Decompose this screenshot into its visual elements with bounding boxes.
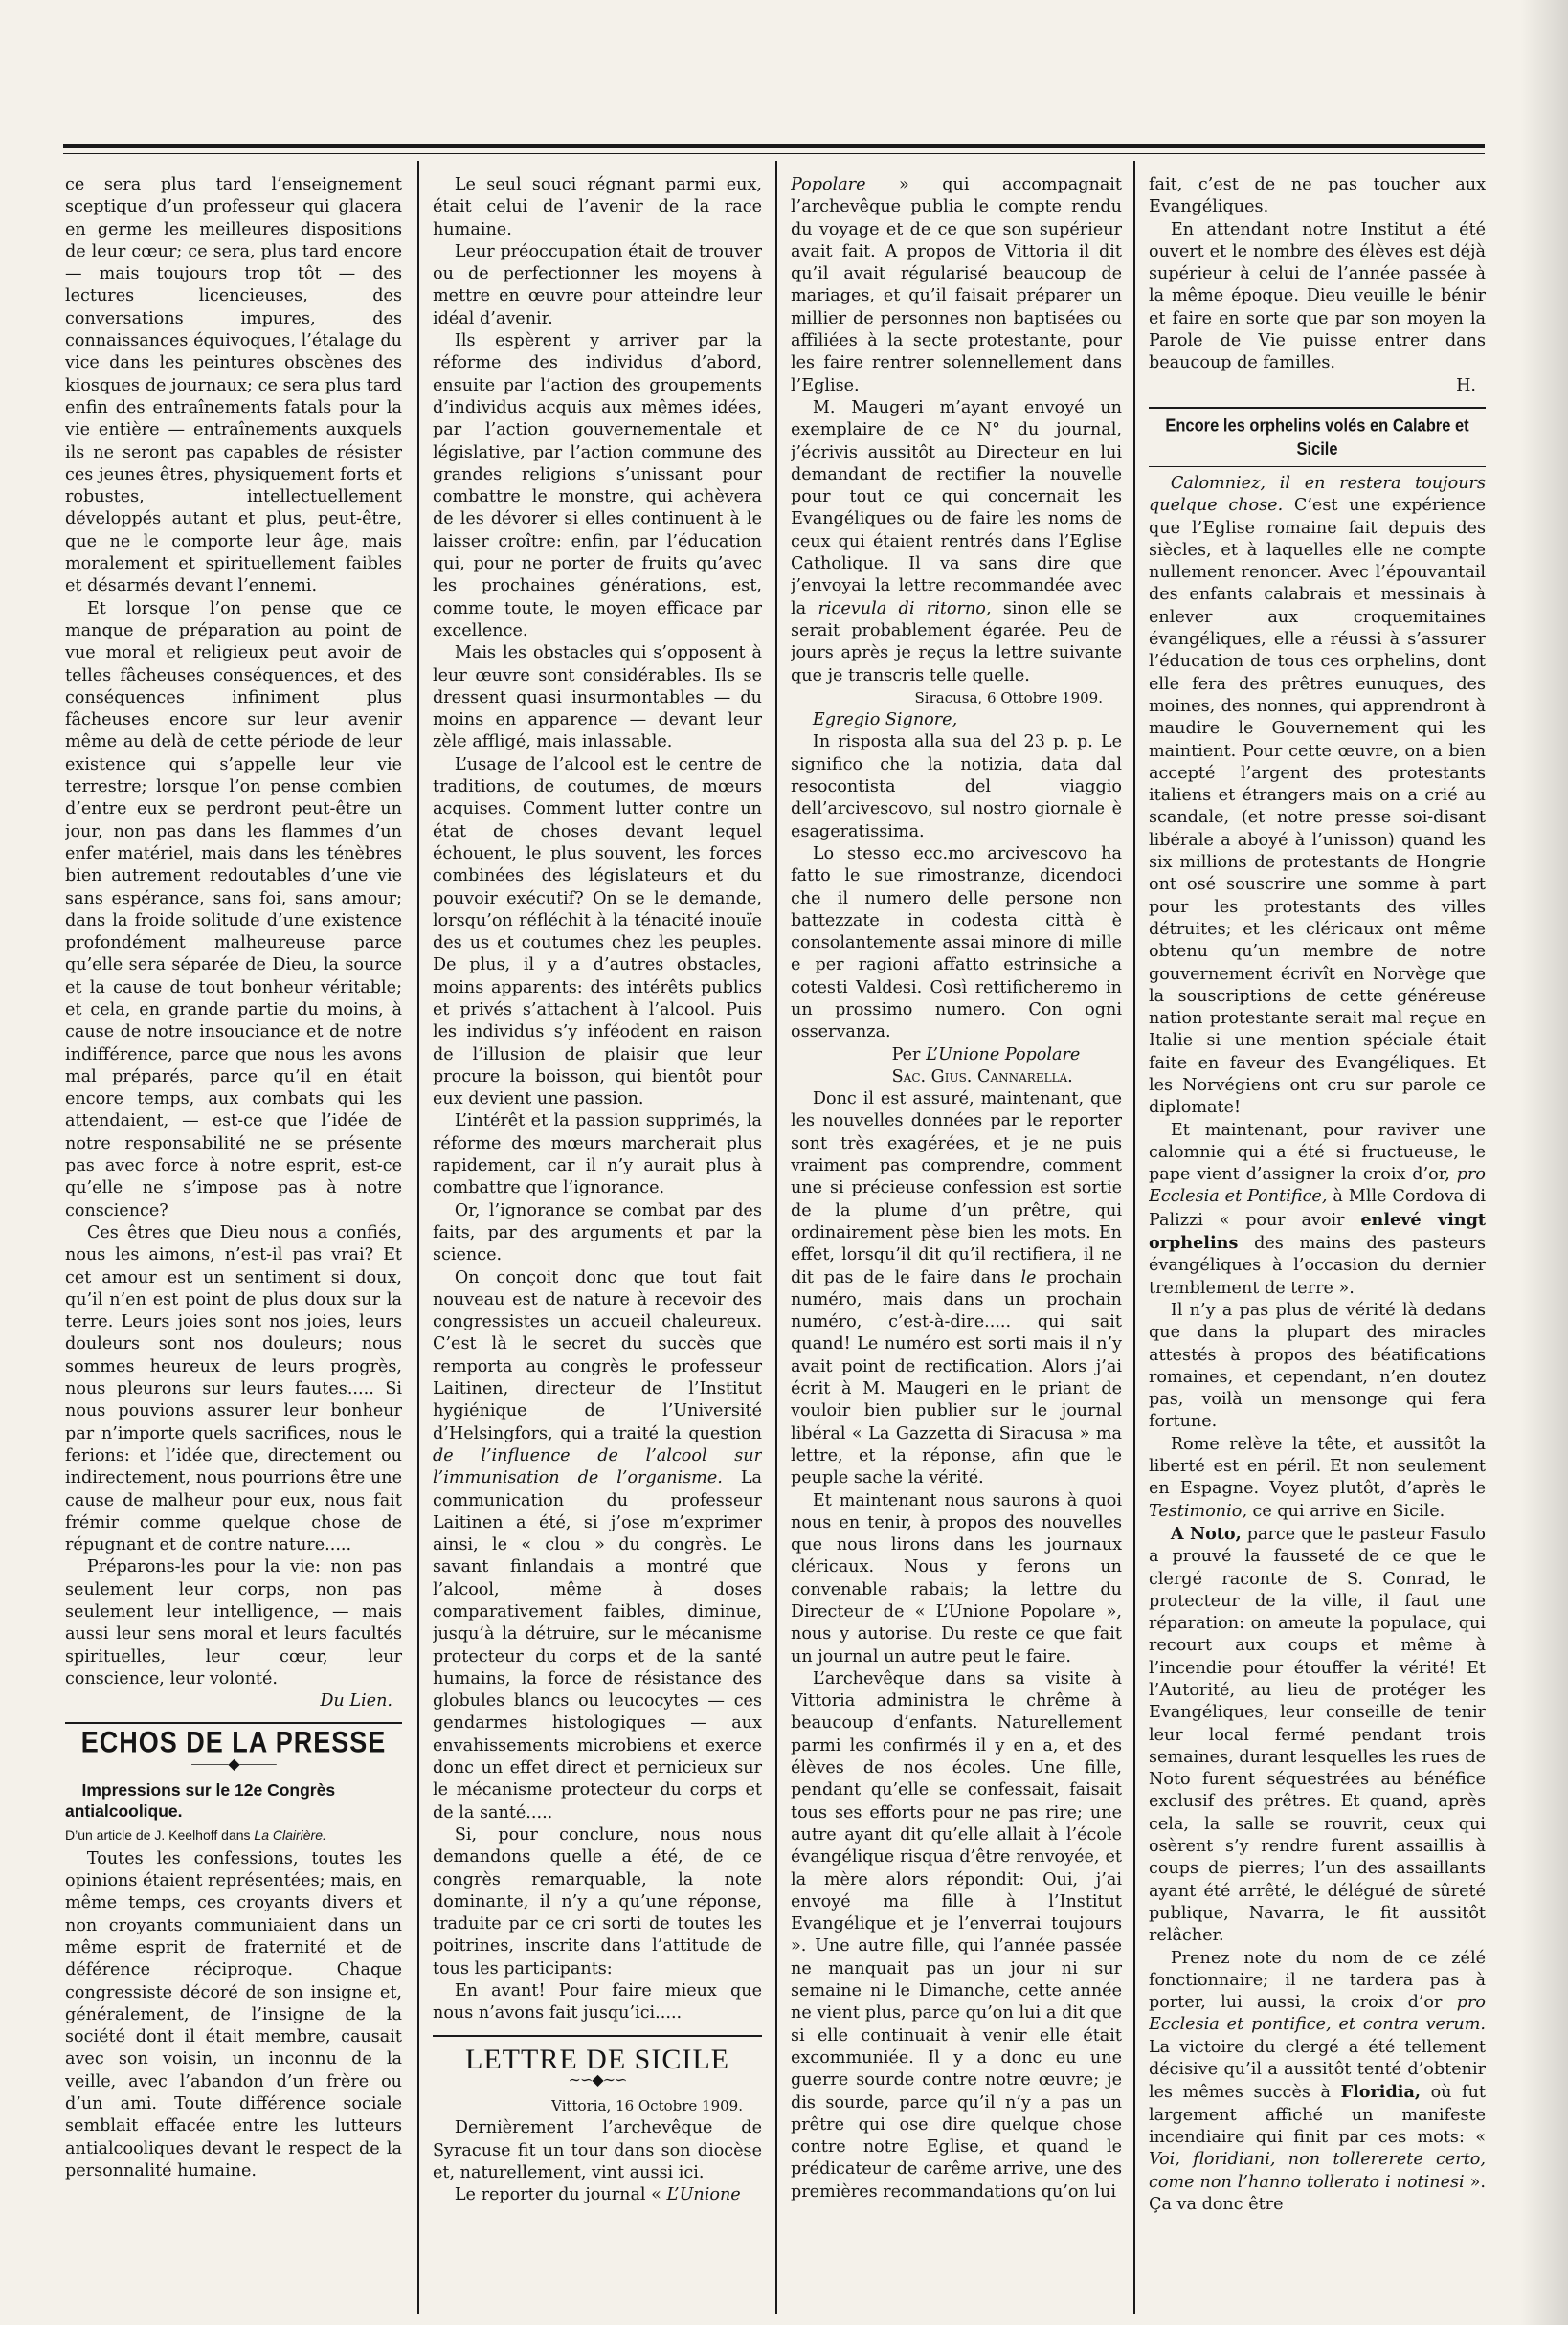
paragraph: Rome relève la tête, et aussitôt la liberté est en péril. Et non seulement en Espagne. Voyez plutôt, d’après le Testimonio, ce qui arrive en Sicile. [1149,1434,1486,1521]
column-rule-3 [1133,161,1135,2314]
paragraph: M. Maugeri m’ayant envoyé un exemplaire de ce N° du journal, j’écrivis aussitôt au Directeur en lui demandant de rectifier la nouvelle pour tout ce qui concernait les Evangéliques ou de faire les noms de ceux qui étaient rentrés dans l’Eglise Catholique. Il va sans dire que j’envoyai la lettre recommandée avec la ricevula di ritorno, sinon elle se serait probablement égarée. Peu de jours après je reçus la lettre suivante que je transcris telle quelle. [791,397,1122,685]
paragraph: Ces êtres que Dieu nous a confiés, nous les aimons, n’est-il pas vrai? Et cet amour est un sentiment si doux, qu’il n’en est point de plus doux sur la terre. Leurs joies sont nos joies, leurs douleurs sont nos douleurs; nous sommes heureux de leurs progrès, nous pleurons sur leurs fautes..... Si nous pouvions assurer leur bonheur par n’importe quels sacrifices, nous le ferions: et l’idée que, directement ou indirectement, nous pourrions être une cause de malheur pour eux, nous fait frémir comme quelque chose de répugnant et de contre nature..... [65,1222,402,1555]
signature: H. [1456,375,1476,395]
column-rule-2 [775,161,777,2314]
paragraph: On conçoit donc que tout fait nouveau est de nature à recevoir des congressistes un accueil chaleureux. C’est là le secret du succès que remporta au congrès le professeur Laitinen, directeur de l’Institut hygiénique de l’Université d’Helsingfors, qui a traité la question de l’influence de l’alcool sur l’immunisation de l’organisme. La communication du professeur Laitinen a été, si j’ose m’exprimer ainsi, le « clou » du congrès. Le savant finlandais a montré que l’alcool, même à doses comparativement faibles, diminue, jusqu’à la détruire, sur le mécanisme protecteur du corps et de la santé humains, la force de résistance des globules blancs ou leucocytes — ces gendarmes histologiques — aux envahissements microbiens et exerce donc un effet direct et pernicieux sur le mécanisme protecteur du corps et de la santé..... [433,1267,762,1822]
paragraph: ce sera plus tard l’enseignement sceptique d’un professeur qui glacera en germe les meilleures dispositions de leur cœur; ce sera, plus tard encore — mais toujours trop tôt — des lectures licencieuses, des conversations impures, des connaissances équivoques, l’étalage du vice dans les peintures obscènes des kiosques de journaux; ce sera plus tard enfin des entraînements fatals pour la vie entière — entraînements auxquels ils ne seront pas capables de résister ces jeunes êtres, physiquement forts et robustes, intellectuellement développés autant et plus, peut-être, que ne le comporte leur âge, mais moralement et spirituellement faibles et désarmés devant l’ennemi. [65,175,402,596]
paragraph: Dernièrement l’archevêque de Syracuse fit un tour dans son diocèse et, naturellement, vint aussi ici. [433,2118,762,2182]
section-title-lettre: LETTRE DE SICILE [465,2043,729,2075]
dateline: Siracusa, 6 Ottobre 1909. [914,688,1103,706]
paragraph: Il n’y a pas plus de vérité là dedans que dans la plupart des miracles attestés à propos des béatifications romaines, et cependant, n’en doutez pas, voilà un mensonge qui fera fortune. [1149,1300,1486,1432]
section-title-echos: ECHOS DE LA PRESSE [80,1726,387,1759]
article-byline: D’un article de J. Keelhoff dans La Clairière. [65,1826,326,1843]
column-2 [433,174,762,2309]
paragraph: Calomniez, il en restera toujours quelque chose. C’est une expérience que l’Eglise romaine fait depuis des siècles, et à laquelles elle ne compte nullement renoncer. Avec l’épouvantail des enfants calabrais et messinais à enlever aux croquemitaines évangéliques, elle a réussi à s’assurer l’éducation de tous ces orphelins, dont elle fera des prêtres eunuques, des moines, des nonnes, qui apprendront à maudire le Gouvernement qui les maintient. Pour cette œuvre, on a bien accepté l’argent des protestants italiens et étrangers mais on a crié au scandale, (et notre presse soi-disant libérale a aboyé à l’unisson) quand les six millions de protestants de Hongrie ont osé souscrire une somme à part pour les protestants des villes détruites; et les cléricaux ont même obtenu qu’un membre de notre gouvernement écrivît en Norvège que la souscriptions de cette généreuse nation protestante serait mal reçue en Italie si une mention spéciale était faite en faveur des Evangéliques. Et les Norvégiens ont cru sur parole ce diplomate! [1149,473,1486,1118]
paragraph: fait, c’est de ne pas toucher aux Evangéliques. [1149,175,1486,217]
paragraph: Et maintenant nous saurons à quoi nous en tenir, à propos des nouvelles que nous lirons dans les journaux cléricaux. Nous y ferons un convenable rabais; la lettre du Directeur de « L’Unione Popolare », nous y autorise. Du reste ce que fait un journal un autre peut le faire. [791,1490,1122,1666]
salutation: Egregio Signore, [812,710,958,730]
section-divider [65,1722,402,1724]
section-divider [433,2035,762,2037]
paragraph: Préparons-les pour la vie: non pas seulement leur corps, non pas seulement leur intelligence, — mais aussi leur sens moral et leurs facultés spirituelles, leur cœur, leur conscience, leur volonté. [65,1557,402,1688]
paragraph: Ils espèrent y arriver par la réforme des individus d’abord, ensuite par l’action des groupements d’individus acquis aux mêmes idées, par l’action gouvernementale et législative, par l’action commune des grandes religions s’unissant pour combattre le monstre, qui achèvera de les dévorer si elles continuent à le laisser croître: enfin, par l’éducation qui, pour ne porter de fruits qu’avec les prochaines générations, est, comme toute, le moyen efficace par excellence. [433,331,762,640]
column-3 [791,174,1122,2309]
section-divider [1149,466,1486,467]
column-4 [1149,174,1486,2309]
paragraph: Donc il est assuré, maintenant, que les nouvelles données par le reporter sont très exagérées, et je ne puis vraiment pas comprendre, comment une si précieuse confession est sortie de la plume d’un prêtre, qui ordinairement pèse bien les mots. En effet, lorsqu’il dit qu’il rectifiera, il ne dit pas de le faire dans le prochain numéro, mais dans un prochain numéro, c’est-à-dire..... qui sait quand! Le numéro est sorti mais il n’y avait point de rectification. Alors j’ai écrit à M. Maugeri en le priant de vouloir bien publier sur le journal libéral « La Gazzetta di Siracusa » ma lettre, et la réponse, afin que le peuple sache la vérité. [791,1089,1122,1488]
ornament: ∼∽◆∼∽ [568,2069,627,2089]
letter-signature: Per L’Unione Popolare [891,1044,1081,1064]
paragraph: Le reporter du journal « L’Unione [454,2185,741,2205]
header-rule [63,144,1485,148]
paragraph: En attendant notre Institut a été ouvert et le nombre des élèves est déjà supérieur à celui de l’année passée à la même époque. Dieu veuille le bénir et faire en sorte que par son moyen la Parole de Vie puisse entrer dans beaucoup de familles. [1149,219,1486,373]
paragraph: Leur préoccupation était de trouver ou de perfectionner les moyens à mettre en œuvre pour atteindre leur idéal d’avenir. [433,241,762,328]
article-title: Impressions sur le 12e Congrès antialcoolique. [65,1779,336,1821]
column-rule-1 [417,161,419,2314]
paragraph: Mais les obstacles qui s’opposent à leur œuvre sont considérables. Ils se dressent quasi insurmontables — du moins en apparence — devant leur zèle affligé, mais inlassable. [433,643,762,752]
paragraph: Et lorsque l’on pense que ce manque de préparation au point de vue moral et religieux peut avoir de telles fâcheuses conséquences, et des conséquences infiniment plus fâcheuses encore sur leur avenir même au delà de cette période de leur existence qui s’appelle leur vie terrestre; lorsque l’on pense combien d’entre eux se perdront peut-être un jour, non pas dans les flammes d’un enfer matériel, mais dans les ténèbres bien autrement redoutables d’une vie sans espérance, sans foi, sans amour; dans la froide solitude d’une existence profondément malheureuse parce qu’elle sera séparée de Dieu, la source et la cause de tout bonheur véritable; et cela, en grande partie du moins, à cause de notre insouciance et de notre indifférence, parce que nous les avons mal préparés, parce qu’il en était encore temps, aux combats qui les attendaient, — est-ce que l’idée de notre responsabilité ne se présente pas avec force à notre esprit, est-ce qu’elle ne s’impose pas à notre conscience? [65,598,402,1220]
paragraph: A Noto, parce que le pasteur Fasulo a prouvé la fausseté de ce que le clergé raconte de S. Conrad, le protecteur de la ville, il faut une réparation: on ameute la populace, qui recourt aux coups et même à l’incendie pour étouffer la vérité! Et l’Autorité, au lieu de protéger les Evangéliques, leur conseille de tenir leur local fermé pendant trois semaines, durant lesquelles les rues de Noto furent séquestrées au bénéfice exclusif des prêtres. Et quand, après cela, la salle se rouvrit, ceux qui osèrent s’y rendre furent assaillis à coups de pierres; l’un des assaillants ayant été arrêté, le délégué de sûreté publique, Navarra, le fit aussitôt relâcher. [1149,1523,1486,1946]
paragraph: Or, l’ignorance se combat par des faits, par des arguments et par la science. [433,1200,762,1265]
signature: Du Lien. [320,1691,392,1711]
paragraph: Popolare » qui accompagnait l’archevêque publia le compte rendu du voyage et de ce que son supérieur avait fait. A propos de Vittoria il dit qu’il avait régularisé beaucoup de mariages, et qu’il faisait préparer un millier de personnes non baptisées ou affiliées à la secte protestante, pour les faire rentrer solennellement dans l’Eglise. [791,175,1122,395]
paragraph: En avant! Pour faire mieux que nous n’avons fait jusqu’ici..... [433,1981,762,2023]
paragraph: L’archevêque dans sa visite à Vittoria administra le chrême à beaucoup d’enfants. Naturellement parmi les confirmés il y en a, et des élèves de nos écoles. Une fille, pendant qu’elle se confessait, faisait tous ses efforts pour ne pas rire; une autre ayant dit qu’elle allait à l’école évangélique risqua d’être renvoyée, et la mère alors répondit: Oui, j’ai envoyé ma fille à l’Institut Evangélique et je l’enverrai toujours ». Une autre fille, qui l’année passée ne manquait pas un jour ni sur semaine ni le Dimanche, cette année ne vient plus, parce qu’on lui a dit que si elle continuait à venir elle était excommuniée. Il y a donc eu une guerre sourde contre notre œuvre; je dis sourde, parce qu’il n’y a pas un prêtre qui ose dire quelque chose contre notre Eglise, et quand le prédicateur de carême arrive, une des premières recommandations qu’on lui [791,1668,1122,2202]
paragraph: Si, pour conclure, nous nous demandons quelle a été, de ce congrès remarquable, la note dominante, il n’y a qu’une réponse, traduite par ce cri sorti de toutes les poitrines, inscrite dans l’attitude de tous les participants: [433,1824,762,1978]
article-title-orphelins: Encore les orphelins volés en Calabre et Sicile [1165,415,1469,459]
header-rule-thin [63,153,1485,154]
column-1 [65,174,402,2309]
paragraph: Lo stesso ecc.mo arcivescovo ha fatto le sue rimostranze, dicendoci che il numero delle persone non battezzate in codesta città è consolantemente assai minore di mille e per ragioni affatto estrinsiche a cotesti Valdesi. Così rettificheremo in un prossimo numero. Con ogni osservanza. [791,843,1122,1042]
paragraph: Toutes les confessions, toutes les opinions étaient représentées; mais, en même temps, ces croyants divers et non croyants communiaient dans un même esprit de fraternité et de déférence réciproque. Chaque congressiste décoré de son insigne et, généralement, de l’insigne de la société dont il était membre, causait avec son voisin, un inconnu de la veille, avec l’abandon d’un frère ou d’un ami. Toute différence sociale semblait effacée entre les lutteurs antialcooliques devant le respect de la personnalité humaine. [65,1848,402,2180]
letter-signature-name: Sac. Gius. Cannarella. [891,1066,1073,1086]
page-edge-shadow [1520,0,1568,2325]
paragraph: Et maintenant, pour raviver une calomnie qui a été si fructueuse, le pape vient d’assigner la croix d’or, pro Ecclesia et Pontifice, à Mlle Cordova di Palizzi « pour avoir enlevé vingt orphelins des mains des pasteurs évangéliques à l’occasion du dernier tremblement de terre ». [1149,1120,1486,1298]
paragraph: In risposta alla sua del 23 p. p. Le significo che la notizia, data dal resocontista del viaggio dell’arcivescovo, sul nostro giornale è esageratissima. [791,732,1122,841]
paragraph: Le seul souci régnant parmi eux, était celui de l’avenir de la race humaine. [433,175,762,239]
paragraph: Prenez note du nom de ce zélé fonctionnaire; il ne tardera pas à porter, lui aussi, la croix d’or pro Ecclesia et pontifice, et contra verum. La victoire du clergé a été tellement décisive qu’il a aussitôt tenté d’obtenir les mêmes succès à Floridia, où fut largement affiché un manifeste incendiaire qui finit par ces mots: « Voi, floridiani, non tollererete certo, come non l’hanno tollerato i notinesi ». Ça va donc être [1149,1948,1486,2214]
dateline: Vittoria, 16 Octobre 1909. [551,2096,743,2114]
section-divider [1149,407,1486,409]
paragraph: L’intérêt et la passion supprimés, la réforme des mœurs marcherait plus rapidement, car il n’y aurait plus à combattre que l’ignorance. [433,1111,762,1198]
paragraph: L’usage de l’alcool est le centre de traditions, de coutumes, de mœurs acquises. Comment lutter contre un état de choses devant lequel échouent, le plus souvent, les forces combinées des législateurs et du pouvoir exécutif? On se le demande, lorsqu’on réfléchit à la ténacité inouïe des us et coutumes chez les peuples. De plus, il y a d’autres obstacles, moins apparents: des intérêts publics et privés s’attachent à l’alcool. Puis les individus s’y inféodent en raison de l’illusion de plaisir que leur procure la boisson, qui bientôt pour eux devient une passion. [433,754,762,1109]
ornament: ⸻◆⸻ [190,1754,277,1773]
